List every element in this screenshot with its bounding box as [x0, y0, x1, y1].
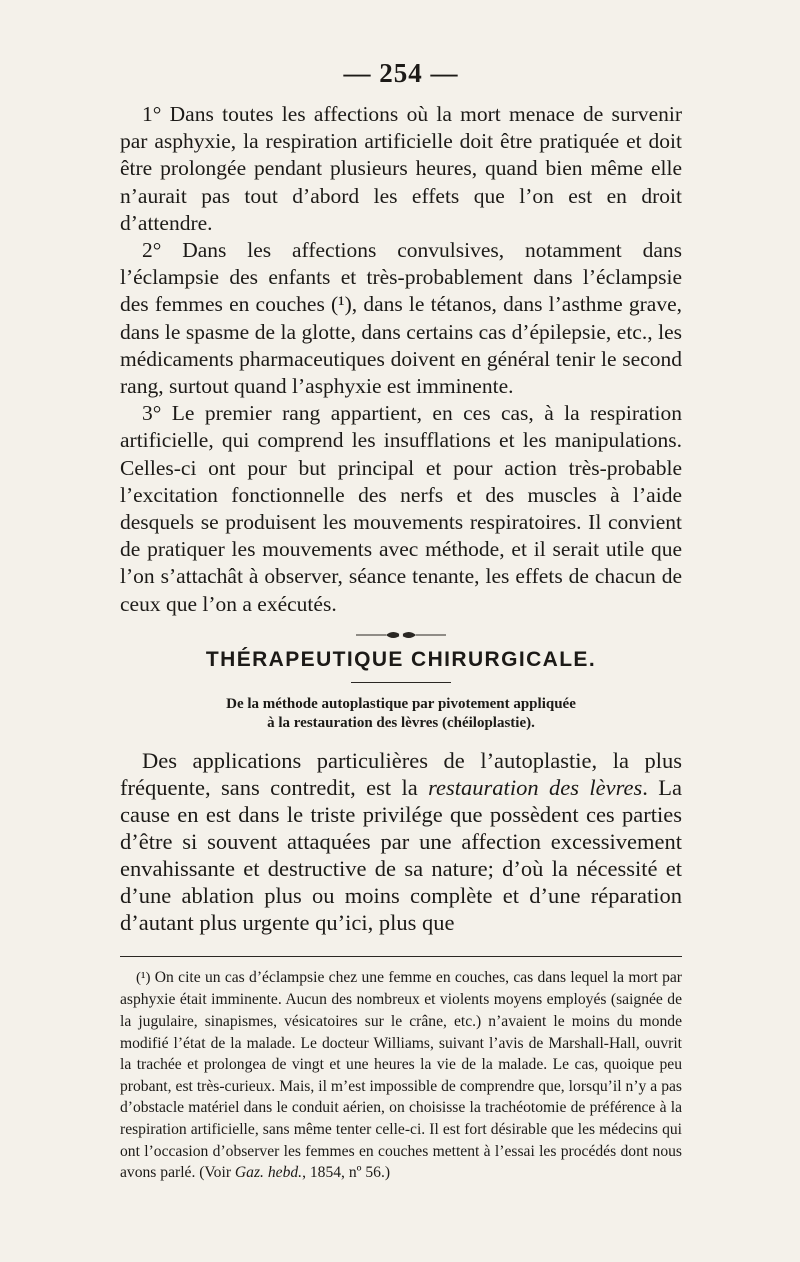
ornament-divider: [120, 628, 682, 644]
footnote-reference: (¹): [331, 292, 352, 317]
paragraph-2: [120, 237, 682, 400]
article-subtitle-line-1: De la méthode autoplastique par pivotement appliquée: [226, 695, 576, 712]
lead-italic-phrase: restauration des lèvres: [428, 774, 643, 800]
section-title: THÉRAPEUTIQUE CHIRURGICALE.: [205, 647, 597, 671]
article-subtitle-line-2: à la restauration des lèvres (chéiloplastie).: [267, 714, 535, 731]
footnote-mark: (¹): [136, 969, 151, 986]
article-lead-paragraph: [120, 747, 682, 936]
paragraph-2-number: 2°: [142, 238, 162, 263]
paragraph-1-text: Dans toutes les affections où la mort menace de survenir par asphyxie, la respiration artificielle doit être pratiquée et doit être prolongée pendant plusieurs heures, quand bien même elle n’aurait pas tout d’abord les effets que l’on est en droit d’attendre.: [120, 102, 683, 235]
footnote-text-after: , 1854, nº 56.): [302, 1164, 391, 1182]
footnote-text-before: On cite un cas d’éclampsie chez une femme en couches, cas dans lequel la mort par asphyxie était imminente. Aucun des nombreux et violents moyens employés (saignée de la jugulaire, sinapismes, vésicatoires sur le crâne, etc.) n’avaient le moins du monde modifié l’état de la malade. Le docteur Williams, suivant l’avis de Marshall-Hall, ouvrit la trachée et prolongea de vingt et une heures la vie de la malade. Le cas, quoique peu probant, est très-curieux. Mais, il m’est impossible de comprendre que, lorsqu’il n’y a pas d’obstacle matériel dans le conduit aérien, on choisisse la trachéotomie de préférence à la respiration artificielle, sans même tenter celle-ci. Il est fort désirable que les médecins qui ont l’occasion d’observer les femmes en couches mettent à l’essai les procédés dont nous avons parlé. (Voir: [120, 968, 682, 1182]
ornament-divider-icon: [356, 628, 446, 642]
footnote: [120, 967, 682, 1184]
paragraph-3-number: 3°: [142, 401, 162, 426]
title-rule: [351, 682, 451, 683]
lead-text-after: . La cause en est dans le triste privilége que possèdent ces parties d’être si souvent attaquées par une affection excessivement envahissante et destructive de sa nature; d’où la nécessité et d’une ablation plus ou moins complète et d’une réparation d’autant plus urgente qu’ici, plus que: [120, 774, 683, 935]
article-subtitle: [120, 695, 682, 733]
paragraph-3: [120, 400, 682, 618]
paragraph-1: [120, 101, 682, 237]
footnote-source: Gaz. hebd.: [234, 1164, 303, 1182]
paragraph-1-number: 1°: [142, 102, 162, 126]
paragraph-3-text: Le premier rang appartient, en ces cas, à la respiration artificielle, qui comprend les insufflations et les manipulations. Celles-ci ont pour but principal et pour action très-probable l’excitation fonctionnelle des nerfs et des muscles à l’aide desquels se produisent les mouvements respiratoires. Il convient de pratiquer les mouvements avec méthode, et il serait utile que l’on s’attachât à observer, séance tenante, les effets de chacun de ceux que l’on a exécutés.: [120, 401, 683, 616]
page-number: — 254 —: [343, 58, 459, 88]
lead-text-before: Des applications particulières de l’autoplastie, la plus fréquente, sans contredit, est la: [120, 747, 682, 800]
paragraph-2-text-after: , dans le tétanos, dans l’asthme grave, dans le spasme de la glotte, dans certains cas d’épilepsie, etc., les médicaments pharmaceutiques doivent en général tenir le second rang, surtout quand l’asphyxie est imminente.: [120, 292, 682, 399]
paragraph-2-text-before: Dans les affections convulsives, notamment dans l’éclampsie des enfants et très-probablement dans l’éclampsie des femmes en couches: [120, 238, 682, 317]
footnote-rule: [120, 956, 682, 957]
